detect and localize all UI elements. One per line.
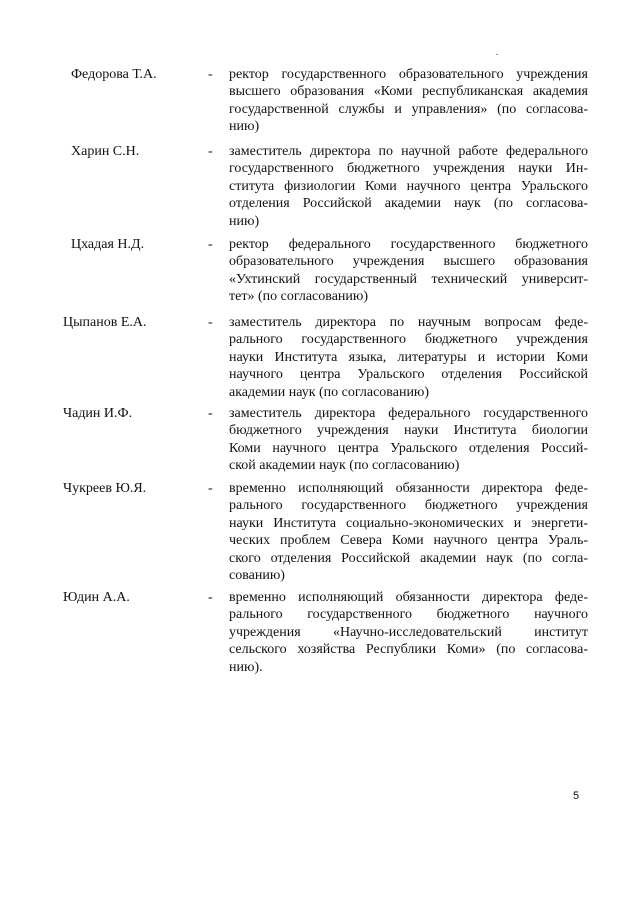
position-line: ского отделения Российской академии наук (по согла- bbox=[229, 550, 588, 566]
position-line: бюджетного учреждения науки Института биологии bbox=[229, 423, 588, 439]
separator-dash: - bbox=[208, 237, 213, 252]
position-line: ститута физиологии Коми научного центра Уральского bbox=[229, 178, 588, 194]
position-line: государственной службы и управления» (по согласова- bbox=[229, 101, 588, 117]
position-line: учреждения «Научно-исследовательский институт bbox=[229, 624, 588, 640]
position-line: ской академии наук (по согласованию) bbox=[229, 458, 460, 474]
position-line: ческих проблем Севера Коми научного центра Ураль- bbox=[229, 533, 588, 549]
position-line: научного центра Уральского отделения Российской bbox=[229, 367, 588, 383]
member-position bbox=[229, 405, 588, 475]
position-line: науки Института социально-экономических и энергети- bbox=[229, 515, 588, 531]
member-name: Чадин И.Ф. bbox=[63, 406, 133, 421]
member-name: Юдин А.А. bbox=[63, 590, 130, 605]
member-position bbox=[229, 480, 588, 584]
separator-dash: - bbox=[208, 481, 213, 496]
position-line: ректор федерального государственного бюджетного bbox=[229, 237, 588, 252]
position-line: науки Института языка, литературы и истории Коми bbox=[229, 349, 588, 365]
separator-dash: - bbox=[208, 590, 213, 605]
position-line: «Ухтинский государственный технический университ- bbox=[229, 271, 588, 287]
position-line: нию). bbox=[229, 659, 263, 675]
position-line: нию) bbox=[229, 119, 260, 135]
member-name: Чукреев Ю.Я. bbox=[63, 481, 147, 496]
member-name: Федорова Т.А. bbox=[71, 67, 157, 82]
position-line: образовательного учреждения высшего образования bbox=[229, 254, 588, 270]
page-number: 5 bbox=[573, 790, 580, 802]
separator-dash: - bbox=[208, 315, 213, 330]
position-line: временно исполняющий обязанности директора феде- bbox=[229, 590, 588, 605]
position-line: заместитель директора по научным вопросам феде- bbox=[229, 315, 588, 330]
member-position bbox=[229, 143, 588, 230]
member-position bbox=[229, 589, 588, 676]
position-line: академии наук (по согласованию) bbox=[229, 384, 430, 400]
position-line: рального государственного бюджетного научного bbox=[229, 607, 588, 623]
position-line: отделения Российской академии наук (по согласова- bbox=[229, 196, 588, 212]
member-name: Цыпанов Е.А. bbox=[63, 315, 147, 330]
position-line: высшего образования «Коми республиканская академия bbox=[229, 84, 588, 100]
separator-dash: - bbox=[208, 67, 213, 82]
position-line: нию) bbox=[229, 213, 260, 229]
scan-speck bbox=[496, 54, 498, 55]
position-line: сованию) bbox=[229, 568, 285, 584]
position-line: рального государственного бюджетного учреждения bbox=[229, 332, 588, 348]
position-line: временно исполняющий обязанности директора феде- bbox=[229, 481, 588, 496]
position-line: государственного бюджетного учреждения науки Ин- bbox=[229, 161, 588, 177]
position-line: рального государственного бюджетного учреждения bbox=[229, 498, 588, 514]
member-position bbox=[229, 236, 588, 306]
separator-dash: - bbox=[208, 144, 213, 159]
position-line: заместитель директора по научной работе федерального bbox=[229, 144, 588, 159]
position-line: заместитель директора федерального государственного bbox=[229, 406, 588, 421]
member-name: Цхадая Н.Д. bbox=[71, 237, 145, 252]
position-line: ректор государственного образовательного учреждения bbox=[229, 67, 588, 82]
position-line: тет» (по согласованию) bbox=[229, 289, 369, 305]
position-line: Коми научного центра Уральского отделения Россий- bbox=[229, 440, 588, 456]
position-line: сельского хозяйства Республики Коми» (по согласова- bbox=[229, 642, 588, 658]
member-position bbox=[229, 66, 588, 136]
member-name: Харин С.Н. bbox=[71, 144, 140, 159]
separator-dash: - bbox=[208, 406, 213, 421]
member-position bbox=[229, 314, 588, 401]
